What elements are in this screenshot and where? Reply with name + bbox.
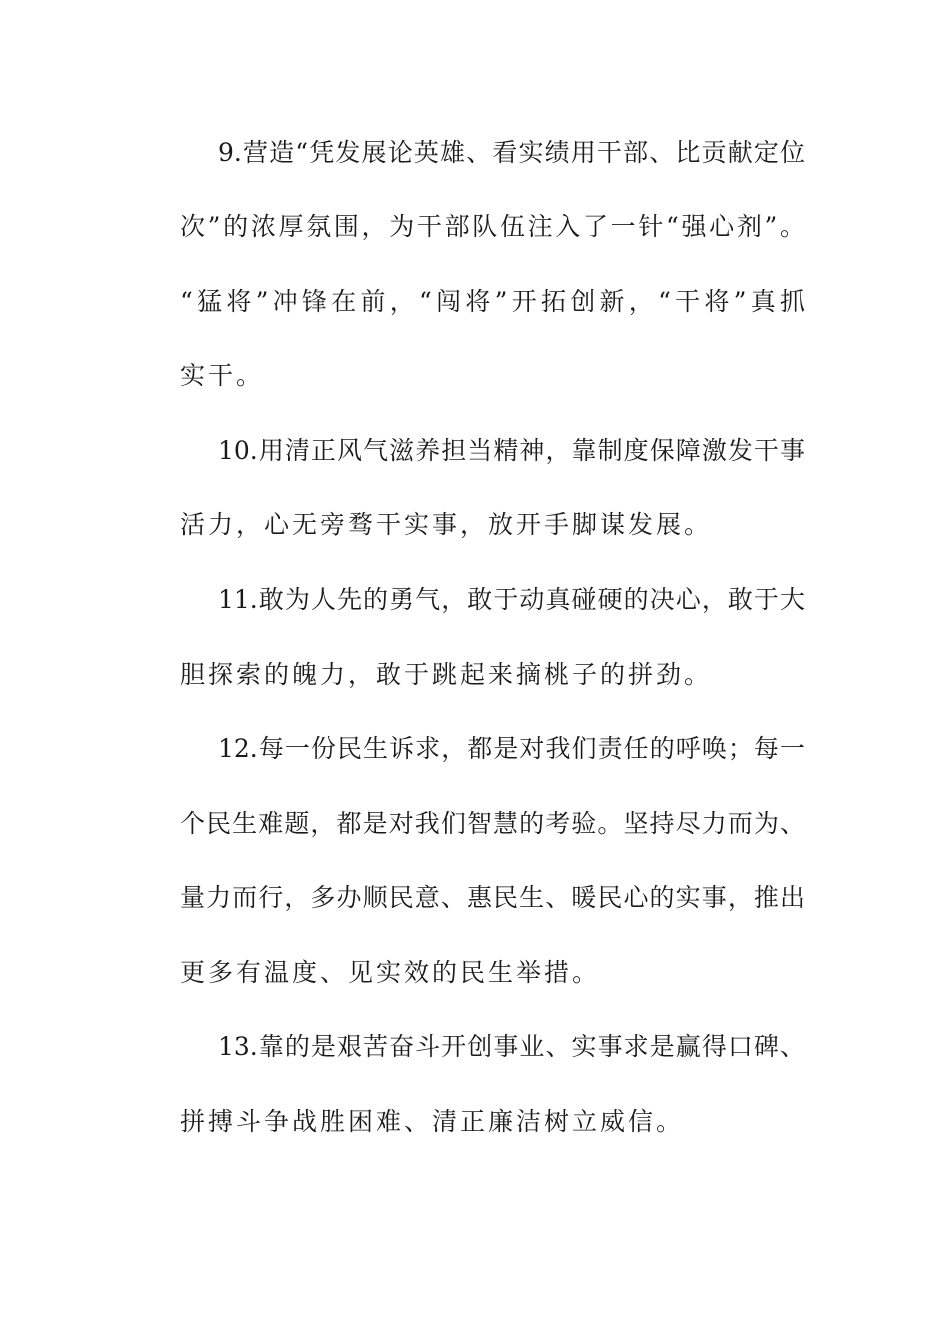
- text-line: 拼搏斗争战胜困难、清正廉洁树立威信。: [180, 1107, 685, 1136]
- text-line: 实干。: [180, 361, 265, 390]
- text-line: 个民生难题，都是对我们智慧的考验。坚持尽力而为、: [180, 809, 805, 838]
- text-line: “猛将”冲锋在前，“闯将”开拓创新，“干将”真抓: [180, 287, 805, 316]
- text-line: 量力而行，多办顺民意、惠民生、暖民心的实事，推出: [180, 883, 805, 912]
- text-line: 更多有温度、见实效的民生举措。: [180, 958, 601, 987]
- text-line: 11.敢为人先的勇气，敢于动真碰硬的决心，敢于大: [218, 585, 805, 614]
- text-line: 10.用清正风气滋养担当精神，靠制度保障激发干事: [218, 436, 805, 465]
- text-line: 9.营造“凭发展论英雄、看实绩用干部、比贡献定位: [218, 138, 805, 167]
- text-line: 次”的浓厚氛围，为干部队伍注入了一针“强心剂”。: [180, 212, 805, 241]
- text-line: 12.每一份民生诉求，都是对我们责任的呼唤；每一: [218, 734, 805, 763]
- text-line: 胆探索的魄力，敢于跳起来摘桃子的拼劲。: [180, 660, 713, 689]
- text-line: 活力，心无旁骛干实事，放开手脚谋发展。: [180, 510, 713, 539]
- text-line: 13.靠的是艰苦奋斗开创事业、实事求是赢得口碑、: [218, 1032, 805, 1061]
